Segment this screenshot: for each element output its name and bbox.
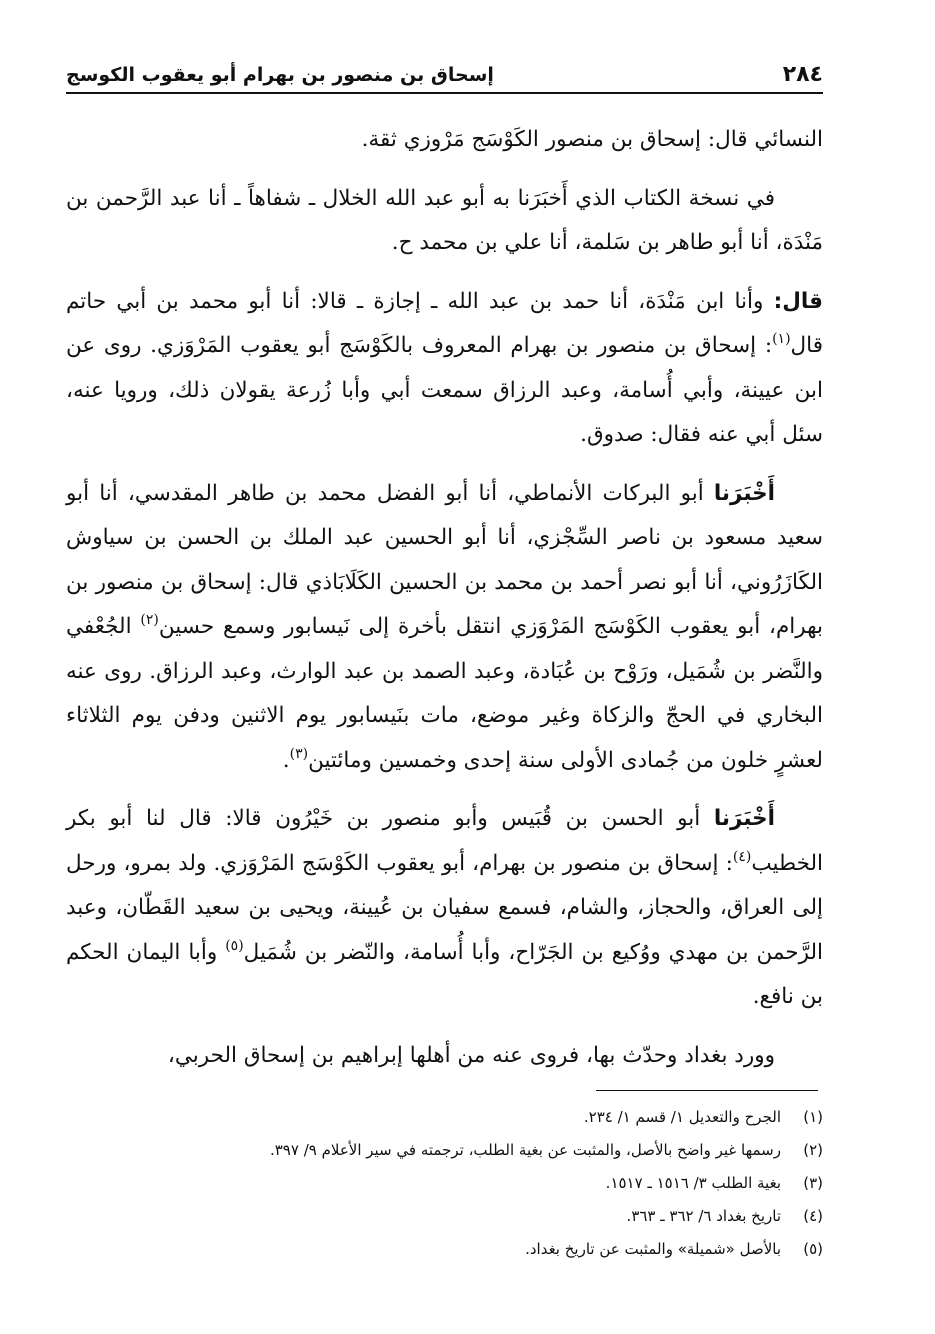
paragraph-5-text: أبو الحسن بن قُبَيس وأبو منصور بن خَيْرُون قالا: قال لنا أبو بكر الخطيب xyxy=(66,806,823,876)
footnote-ref-3: (٣) xyxy=(289,745,309,762)
footnote-ref-5: (٥) xyxy=(225,937,244,954)
paragraph-3-text-cont: : إسحاق بن منصور بن بهرام المعروف بالكَوْسَج أبو يعقوب المَرْوَزي. روى عن ابن عيينة، وأبي أُسامة، وعبد الرزاق سمعت أبي وأبا زُرعة يقولان ذلك، ورويا عنه، سئل أبي عنه فقال: صدوق. xyxy=(66,333,823,447)
paragraph-3 xyxy=(66,280,823,458)
footnote-5-text: بالأصل «شميلة» والمثبت عن تاريخ بغداد. xyxy=(525,1240,781,1258)
paragraph-5-text-end: وأبا اليمان الحكم بن نافع. xyxy=(66,939,823,1009)
paragraph-5-lead-word: أَخْبَرَنا xyxy=(713,806,775,831)
paragraph-5 xyxy=(66,797,823,1020)
paragraph-4-text: أبو البركات الأنماطي، أنا أبو الفضل محمد بن طاهر المقدسي، أنا أبو سعيد مسعود بن ناصر السِّجْزي، أنا أبو الحسين عبد الملك بن الحسن بن سياوش الكَازَرُوني، أنا أبو نصر أحمد بن محمد بن الحسين الكَلَابَاذي قال: إسحاق بن منصور بن بهرام، أبو يعقوب الكَوْسَج المَرْوَزي انتقل بأخرة إلى نَيسابور وسمع حسين xyxy=(66,480,824,639)
running-head-title: إسحاق بن منصور بن بهرام أبو يعقوب الكوسج xyxy=(66,64,494,86)
footnote-ref-1: (١) xyxy=(772,331,791,347)
page-number: ٢٨٤ xyxy=(782,62,823,87)
footnote-4-text: تاريخ بغداد ٦/ ٣٦٢ ـ ٣٦٣. xyxy=(626,1207,781,1225)
paragraph-2 xyxy=(66,177,823,266)
paragraph-1-text: النسائي قال: إسحاق بن منصور الكَوْسَج مَرْوزي ثقة. xyxy=(361,127,823,152)
paragraph-4-text-end: . xyxy=(282,747,290,773)
footnote-2-text: رسمها غير واضح بالأصل، والمثبت عن بغية الطلب، ترجمته في سير الأعلام ٩/ ٣٩٧. xyxy=(269,1141,781,1159)
footnote-3-number: (٣) xyxy=(803,1174,823,1192)
footnote-3-text: بغية الطلب ٣/ ١٥١٦ ـ ١٥١٧. xyxy=(605,1174,781,1192)
paragraph-3-lead-word: قال: xyxy=(773,288,823,314)
footnote-1-number: (١) xyxy=(803,1108,823,1126)
paragraph-2-text: في نسخة الكتاب الذي أَخبَرَنا به أبو عبد الله الخلال ـ شفاهاً ـ أنا عبد الرَّحمن بن مَنْدَة، أنا أبو طاهر بن سَلمة، أنا علي بن محمد ح. xyxy=(66,185,823,255)
paragraph-6-text: وورد بغداد وحدّث بها، فروى عنه من أهلها إبراهيم بن إسحاق الحربي، xyxy=(167,1042,775,1068)
paragraph-4-lead-word: أَخْبَرَنا xyxy=(713,480,775,506)
footnote-1-text: الجرح والتعديل ١/ قسم ١/ ٢٣٤. xyxy=(583,1108,781,1126)
footnote-5 xyxy=(66,1233,823,1266)
paragraph-4 xyxy=(66,472,823,784)
paragraph-1 xyxy=(66,118,823,163)
footnote-separator xyxy=(596,1090,818,1091)
footnote-2 xyxy=(66,1134,823,1167)
footnotes xyxy=(66,1101,823,1266)
footnote-3 xyxy=(66,1167,823,1200)
footnote-ref-4: (٤) xyxy=(732,848,752,865)
main-text xyxy=(66,118,823,1092)
footnote-4 xyxy=(66,1200,823,1233)
paragraph-6 xyxy=(66,1034,823,1079)
footnote-ref-2: (٢) xyxy=(140,612,159,628)
footnote-4-number: (٤) xyxy=(803,1207,823,1225)
footnote-5-number: (٥) xyxy=(803,1240,823,1258)
running-head xyxy=(66,52,823,94)
paragraph-5-text-cont: : إسحاق بن منصور بن بهرام، أبو يعقوب الكَوْسَج المَرْوَزي. ولد بمرو، ورحل إلى العراق، والحجاز، والشام، فسمع سفيان بن عُيينة، ويحيى بن سعيد القَطّان، وعبد الرَّحمن بن مهدي ووُكيع بن الجَرّاح، وأبا أُسامة، والنّضر بن شُمَيل xyxy=(66,850,823,965)
paragraph-4-text-cont: الجُعْفي والنَّضر بن شُمَيل، ورَوْح بن عُبَادة، وعبد الصمد بن عبد الوارث، وعبد الرزاق. روى عنه البخاري في الحجّ والزكاة وغير موضع، مات بنَيسابور يوم الاثنين ودفن يوم الثلاثاء لعشرٍ خلون من جُمادى الأولى سنة إحدى وخمسين ومائتين xyxy=(66,614,823,773)
paragraph-3-text: وأنا ابن مَنْدَة، أنا حمد بن عبد الله ـ إجازة ـ قالا: أنا أبو محمد بن أبي حاتم قال xyxy=(66,288,823,358)
footnote-2-number: (٢) xyxy=(803,1141,823,1159)
footnote-1 xyxy=(66,1101,823,1134)
